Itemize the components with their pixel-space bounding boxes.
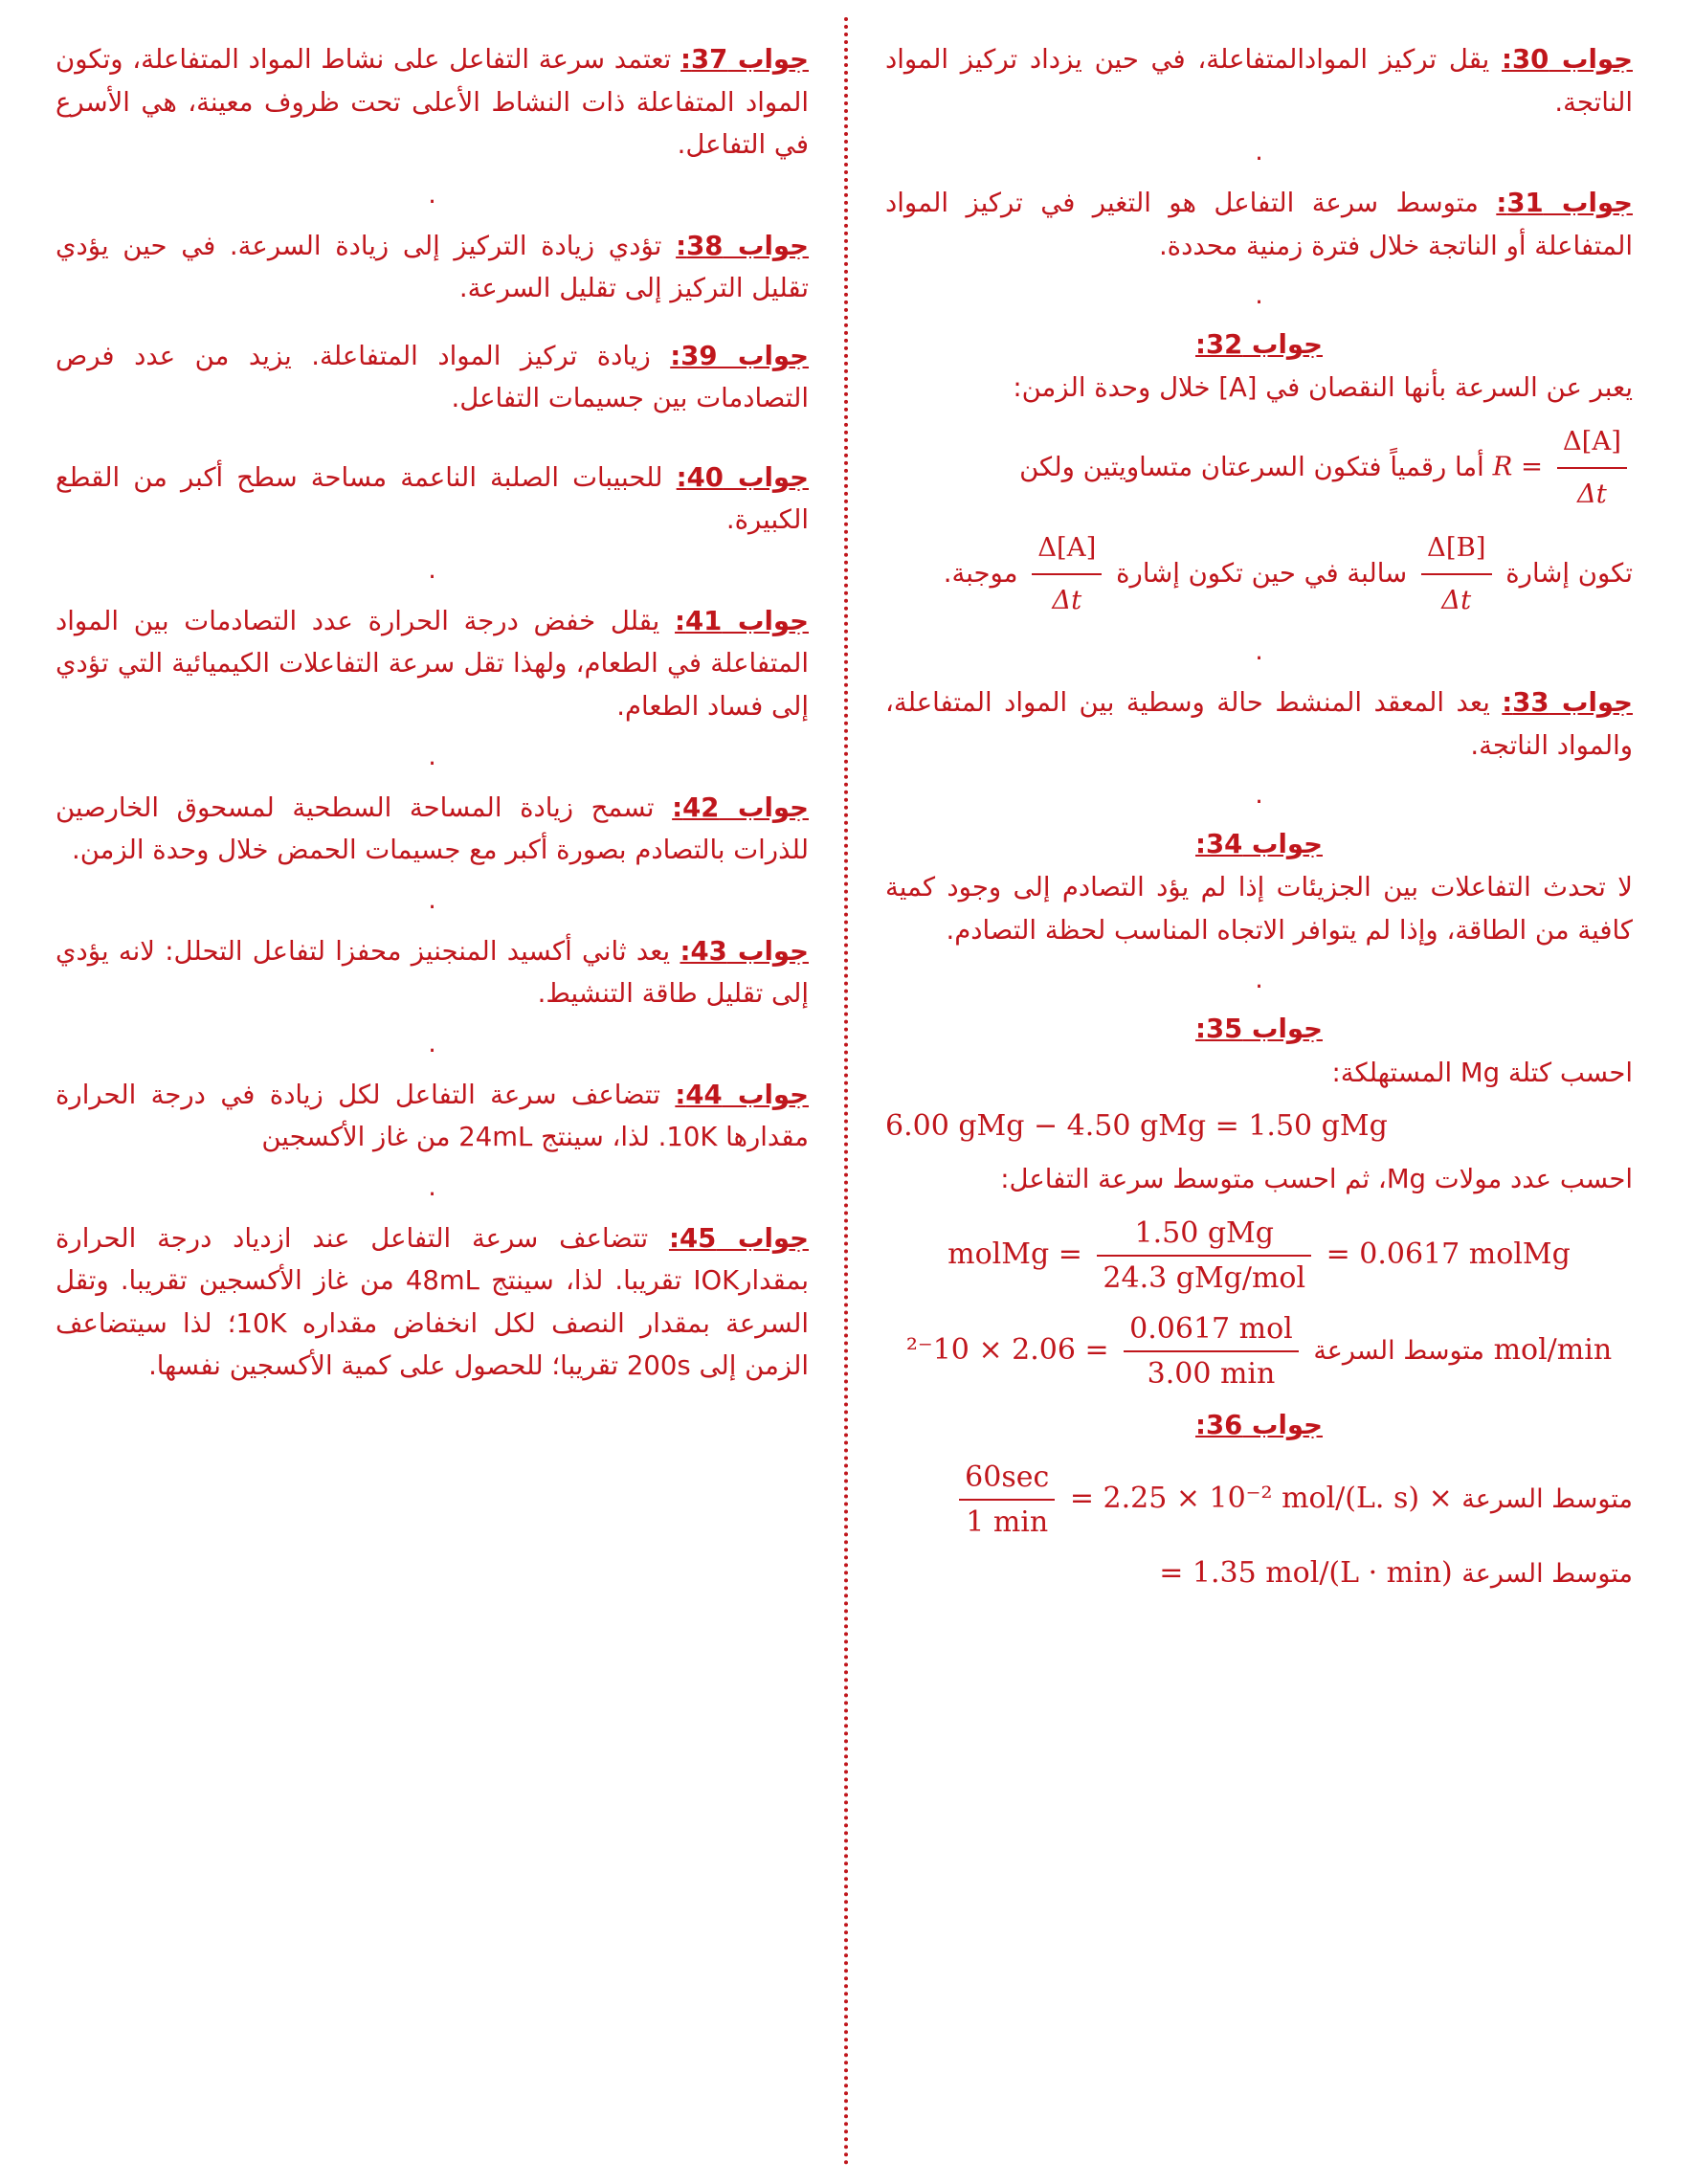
- answer-item-40: [56, 457, 809, 542]
- answer-40-text: للحبيبات الصلبة الناعمة مساحة سطح أكبر من القطع الكبيرة.: [56, 461, 809, 536]
- answer-32-label: جواب 32:: [1195, 329, 1323, 361]
- answer-35-eq3-numerator: 0.0617 mol: [1124, 1310, 1299, 1352]
- answer-35-eq3-rhs: = 2.06 × 10⁻² mol/min: [905, 1332, 1613, 1367]
- answer-item-36: [885, 1406, 1633, 1592]
- separator-dot: .: [428, 741, 436, 771]
- separator-dot: .: [1255, 137, 1263, 167]
- answer-34-label: جواب 34:: [1195, 829, 1323, 860]
- answer-42-label: جواب 42:: [672, 791, 809, 823]
- separator-dot: .: [428, 1028, 436, 1059]
- answer-45-paragraph: [56, 1217, 809, 1388]
- answer-item-35: [885, 1010, 1633, 1392]
- answer-35-label: جواب 35:: [1195, 1014, 1323, 1045]
- answer-30-paragraph: [885, 38, 1633, 123]
- right-column: [847, 38, 1661, 2155]
- answer-32-text-5: موجبة.: [943, 558, 1018, 590]
- answer-36-label: جواب 36:: [1195, 1409, 1323, 1440]
- answer-35-text: احسب كتلة Mg المستهلكة:: [1331, 1057, 1633, 1088]
- answer-35-eq2-rhs: = 0.0617 molMg: [1326, 1237, 1571, 1271]
- column-divider: [844, 17, 848, 2167]
- separator-dot: .: [1255, 965, 1263, 995]
- answer-37-paragraph: [56, 38, 809, 167]
- answer-item-38: [56, 225, 809, 310]
- answer-35-equation-3: [885, 1310, 1633, 1393]
- answer-32-text: يعبر عن السرعة بأنها النقصان في [A] خلال وحدة الزمن:: [1013, 372, 1633, 404]
- answer-37-text: تعتمد سرعة التفاعل على نشاط المواد المتفاعلة، وتكون المواد المتفاعلة ذات النشاط الأعلى تحت ظروف معينة، هي الأسرع في التفاعل.: [56, 44, 809, 161]
- answer-44-paragraph: [56, 1074, 809, 1159]
- answer-item-32: [885, 325, 1633, 623]
- answer-36-eq1-lhs: متوسط السرعة: [1461, 1484, 1633, 1515]
- answer-item-39: [56, 335, 809, 420]
- answer-34-text: لا تحدث التفاعلات بين الجزيئات إذا لم يؤد التصادم إلى وجود كمية كافية من الطاقة، وإذا لم يتوافر الاتجاه المناسب لحظة التصادم.: [885, 872, 1633, 946]
- answer-45-text: تتضاعف سرعة التفاعل عند ازدياد درجة الحرارة بمقدارIOK تقريبا. لذا، سينتج 48mL من غاز الأكسجين تقريبا. وتقل السرعة بمقدار النصف لكل انخفاض مقداره 10K؛ لذا سيتضاعف الزمن إلى 200s تقريبا؛ للحصول على كمية الأكسجين نفسها.: [56, 1222, 810, 1382]
- spacer: [56, 424, 809, 457]
- separator-dot: .: [1255, 780, 1263, 811]
- answer-32-text-4: سالبة في حين تكون إشارة: [1116, 558, 1408, 590]
- answer-30-text: يقل تركيز الموادالمتفاعلة، في حين يزداد تركيز المواد الناتجة.: [885, 44, 1633, 118]
- answer-37-label: جواب 37:: [680, 44, 809, 75]
- spacer: [56, 314, 809, 335]
- answer-42-text: تسمح زيادة المساحة السطحية لمسحوق الخارصين للذرات بالتصادم بصورة أكبر مع جسيمات الحمض خلال وحدة الزمن.: [56, 791, 809, 866]
- answer-item-30: [885, 38, 1633, 123]
- answer-35-eq3-denominator: 3.00 min: [1147, 1356, 1276, 1391]
- answer-39-text: زيادة تركيز المواد المتفاعلة. يزيد من عدد فرص التصادمات بين جسيمات التفاعل.: [56, 340, 809, 414]
- answer-43-paragraph: [56, 930, 809, 1015]
- answer-43-label: جواب 43:: [680, 935, 809, 967]
- answer-item-34: [885, 825, 1633, 951]
- answer-45-label: جواب 45:: [668, 1222, 809, 1254]
- answer-32-formula-A: $\frac{\Delta[A]}{\Delta t}$: [1026, 525, 1107, 623]
- answer-32-text-3: تكون إشارة: [1505, 558, 1633, 590]
- answer-33-paragraph: [885, 681, 1633, 767]
- answer-36-equation-1: [885, 1459, 1633, 1541]
- answer-41-text: يقلل خفض درجة الحرارة عدد التصادمات بين المواد المتفاعلة في الطعام، ولهذا تقل سرعة التفاعلات الكيميائية التي تؤدي إلى فساد الطعام.: [56, 605, 809, 723]
- answer-31-paragraph: [885, 182, 1633, 267]
- answer-35-equation-1: 6.00 gMg − 4.50 gMg = 1.50 gMg: [885, 1109, 1388, 1144]
- answer-36-eq2-rhs: = 1.35 mol/(L · min): [1159, 1556, 1453, 1591]
- answer-32-line-2: [885, 525, 1633, 623]
- answer-44-text: تتضاعف سرعة التفاعل لكل زيادة في درجة الحرارة مقدارها 10K. لذا، سينتج 24mL من غاز الأكسجين: [56, 1079, 809, 1153]
- answer-39-label: جواب 39:: [670, 340, 809, 371]
- answer-44-label: جواب 44:: [675, 1079, 809, 1110]
- answer-item-41: [56, 600, 809, 728]
- answer-40-paragraph: [56, 457, 809, 542]
- answer-42-paragraph: [56, 787, 809, 872]
- answer-item-45: [56, 1217, 809, 1388]
- answer-38-label: جواب 38:: [676, 230, 809, 261]
- answer-32-text-2: أما رقمياً فتكون السرعتان متساويتين ولكن: [1019, 451, 1484, 482]
- answer-36-eq1-mid: = 2.25 × 10⁻² mol/(L. s) ×: [1069, 1482, 1453, 1516]
- answer-40-label: جواب 40:: [676, 461, 809, 493]
- answer-36-eq2-lhs: متوسط السرعة: [1461, 1559, 1633, 1590]
- answer-41-paragraph: [56, 600, 809, 728]
- answer-item-44: [56, 1074, 809, 1159]
- separator-dot: .: [428, 1171, 436, 1202]
- answer-32-line-1: [885, 419, 1633, 517]
- answer-41-label: جواب 41:: [675, 605, 809, 636]
- separator-dot: .: [1255, 280, 1263, 311]
- answer-35-eq2-numerator: 1.50 gMg: [1097, 1215, 1311, 1257]
- answer-item-37: [56, 38, 809, 167]
- answer-32-formula-B: $\frac{\Delta[B]}{\Delta t}$: [1415, 525, 1498, 623]
- answer-31-text: متوسط سرعة التفاعل هو التغير في تركيز المواد المتفاعلة أو الناتجة خلال فترة زمنية محددة.: [885, 188, 1633, 261]
- answer-35-eq3-lhs: متوسط السرعة: [1313, 1335, 1485, 1366]
- answer-item-42: [56, 787, 809, 872]
- answer-43-text: يعد ثاني أكسيد المنجنيز محفزا لتفاعل التحلل: لانه يؤدي إلى تقليل طاقة التنشيط.: [56, 935, 809, 1010]
- answer-35-eq2-denominator: 24.3 gMg/mol: [1103, 1260, 1306, 1295]
- separator-dot: .: [428, 179, 436, 210]
- answer-item-43: [56, 930, 809, 1015]
- answer-33-label: جواب 33:: [1502, 686, 1633, 718]
- answer-35-eq2-lhs: molMg =: [947, 1237, 1082, 1271]
- answer-35-text-2: احسب عدد مولات Mg، ثم احسب متوسط سرعة التفاعل:: [1000, 1164, 1633, 1195]
- answer-31-label: جواب 31:: [1496, 188, 1633, 219]
- answer-36-eq1-numerator: 60sec: [959, 1459, 1055, 1501]
- answer-33-text: يعد المعقد المنشط حالة وسطية بين المواد المتفاعلة، والمواد الناتجة.: [885, 686, 1633, 761]
- answer-38-paragraph: [56, 225, 809, 310]
- answer-38-text: تؤدي زيادة التركيز إلى زيادة السرعة. في حين يؤدي تقليل التركيز إلى تقليل السرعة.: [56, 230, 809, 304]
- separator-dot: .: [428, 884, 436, 915]
- answer-35-equation-2: [885, 1215, 1633, 1297]
- answer-item-31: [885, 182, 1633, 267]
- answer-39-paragraph: [56, 335, 809, 420]
- separator-dot: .: [428, 554, 436, 585]
- answer-36-equation-2: [885, 1554, 1633, 1592]
- answer-30-label: جواب 30:: [1502, 44, 1633, 75]
- answer-36-eq1-denominator: 1 min: [966, 1505, 1049, 1540]
- separator-dot: .: [1255, 635, 1263, 666]
- answer-item-33: [885, 681, 1633, 767]
- left-column: [33, 38, 847, 2155]
- answer-32-formula-R: R = $\frac{\Delta[A]}{\Delta t}$: [1493, 419, 1633, 517]
